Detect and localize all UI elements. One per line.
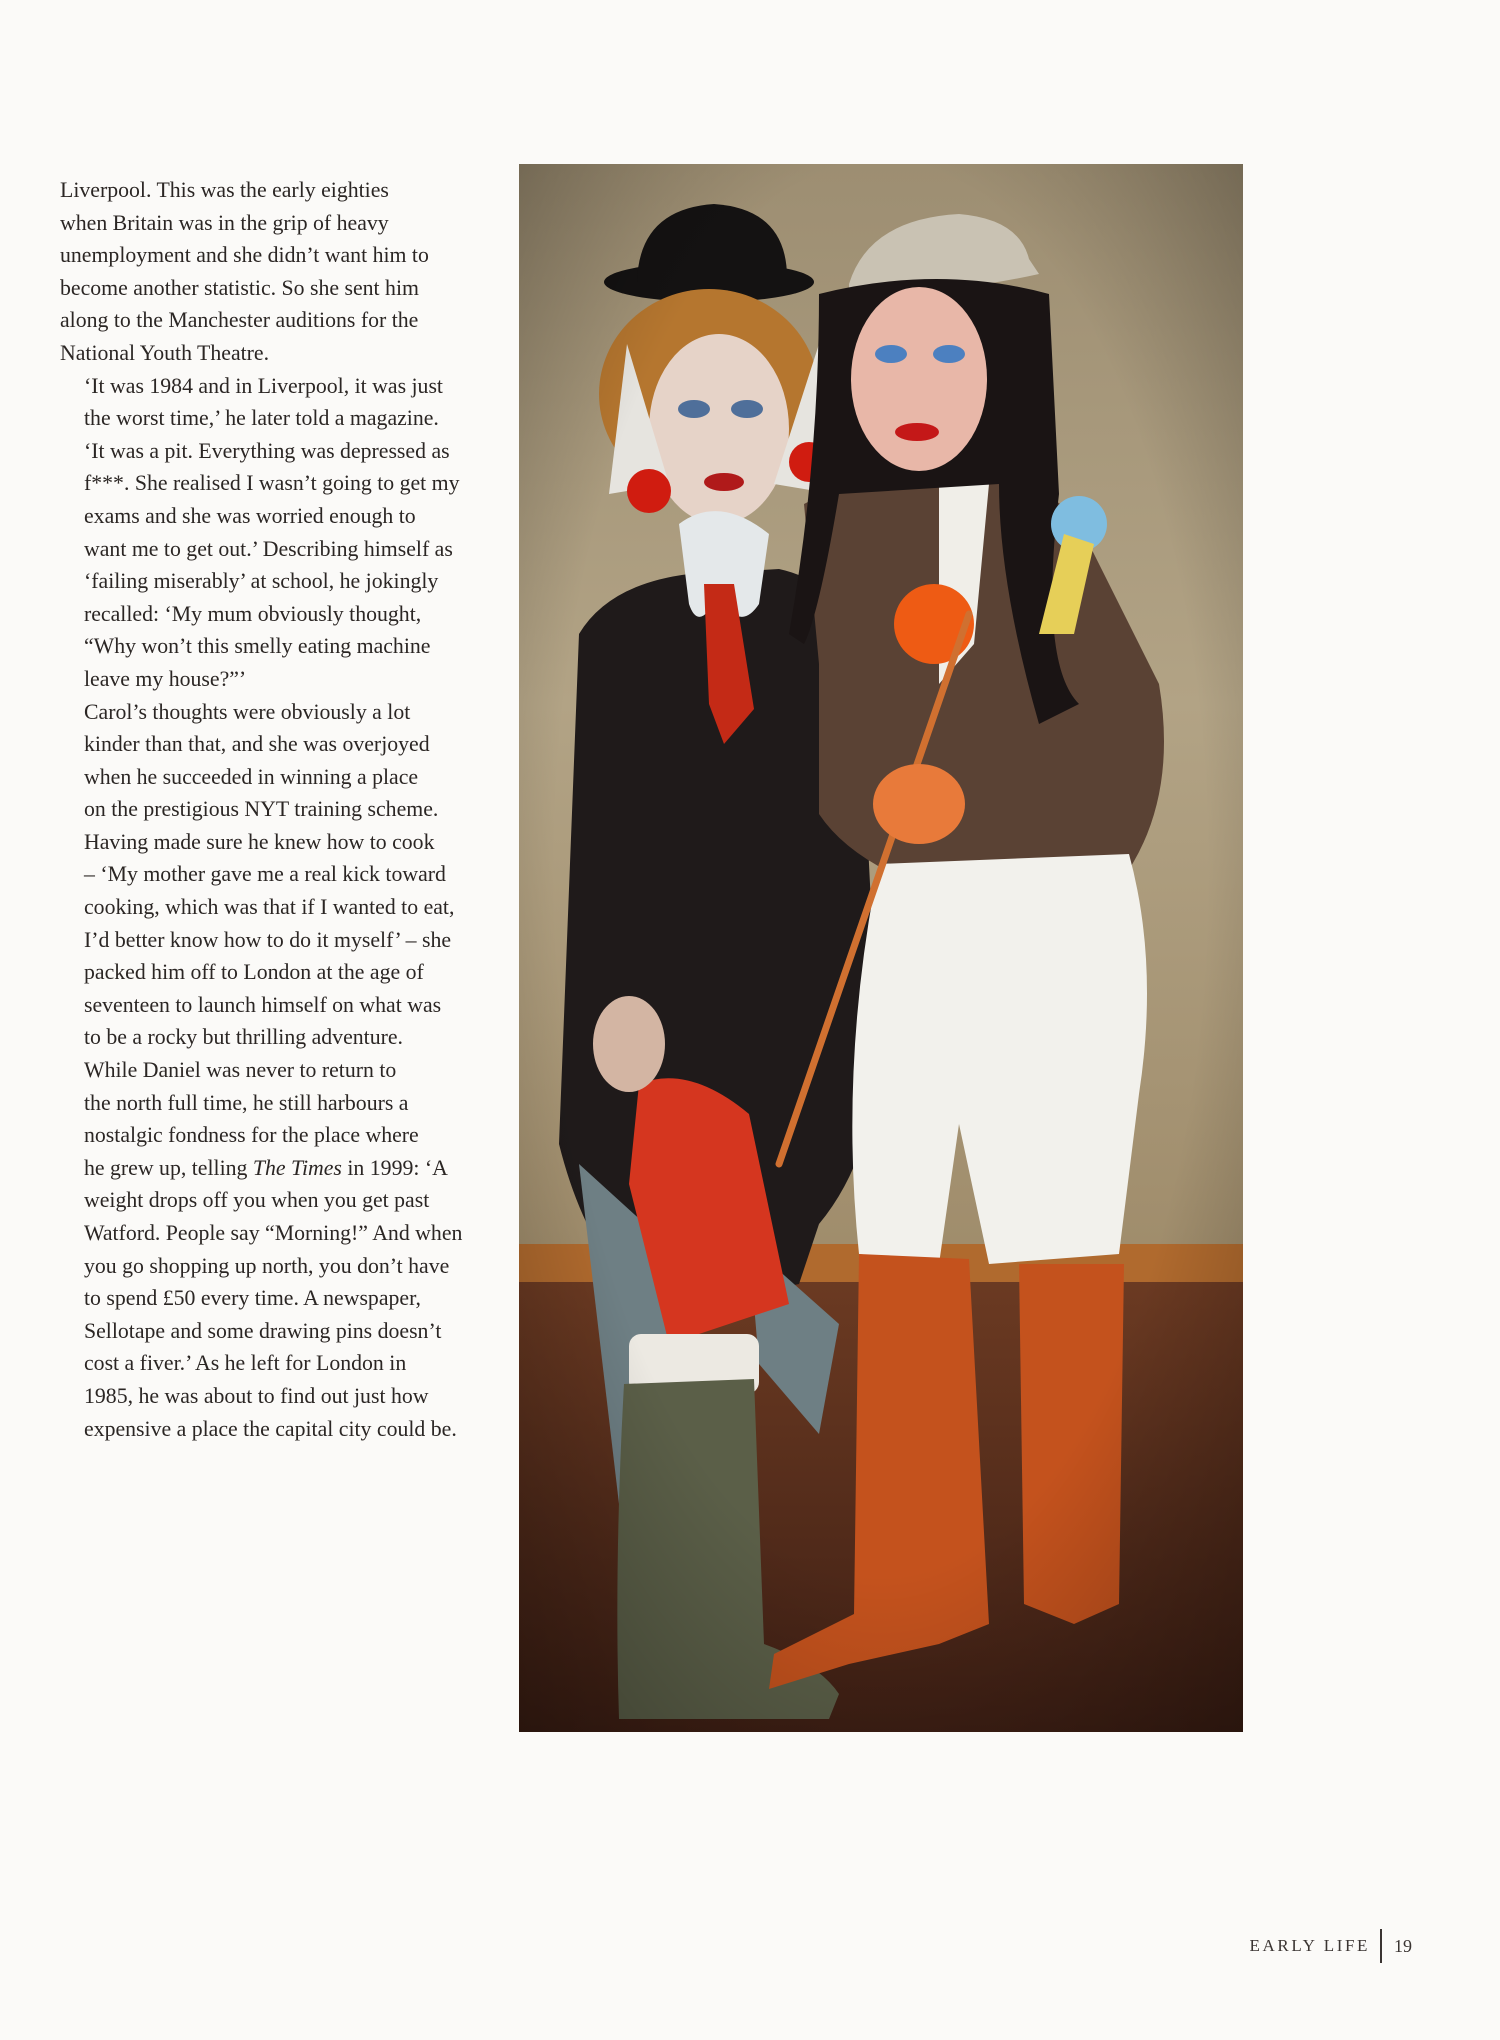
paragraph-2 — [60, 370, 502, 696]
text-line: Watford. People say “Morning!” And when — [84, 1221, 463, 1245]
text-line: unemployment and she didn’t want him to — [60, 243, 429, 268]
text-line: cost a fiver.’ As he left for London in — [84, 1351, 407, 1376]
photo-illustration — [519, 164, 1243, 1732]
page-number: 19 — [1394, 1935, 1412, 1956]
text-line-with-italic-title: he grew up, telling The Times in 1999: ‘A — [84, 1155, 448, 1180]
text-line: you go shopping up north, you don’t have — [84, 1253, 450, 1278]
text-line: become another statistic. So she sent him — [60, 275, 419, 300]
text-line: the worst time,’ he later told a magazine. — [84, 406, 439, 431]
text-line: “Why won’t this smelly eating machine — [84, 634, 431, 659]
text-line: to be a rocky but thrilling adventure. — [84, 1025, 403, 1050]
text-line: on the prestigious NYT training scheme. — [84, 797, 439, 822]
text-line: I’d better know how to do it myself’ – she — [84, 927, 452, 952]
text-line: along to the Manchester auditions for the — [60, 308, 419, 333]
text-line: weight drops off you when you get past — [84, 1188, 430, 1213]
paragraph-3 — [60, 696, 502, 1055]
text-line: Liverpool. This was the early eighties — [60, 178, 389, 202]
footer-divider — [1380, 1929, 1382, 1963]
text-line: nostalgic fondness for the place where — [84, 1123, 419, 1148]
running-footer-section: EARLY LIFE — [1249, 1936, 1370, 1955]
text-line: when he succeeded in winning a place — [84, 764, 419, 789]
text-line: ‘It was 1984 and in Liverpool, it was just — [84, 373, 443, 398]
text-line: Having made sure he knew how to cook — [84, 829, 435, 854]
costume-photograph — [519, 164, 1243, 1732]
paragraph-4 — [60, 1054, 502, 1445]
page-footer — [1250, 1928, 1412, 1964]
text-line: leave my house?”’ — [84, 666, 247, 691]
text-line: the north full time, he still harbours a — [84, 1090, 409, 1115]
text-line: Carol’s thoughts were obviously a lot — [84, 699, 411, 724]
text-line: exams and she was worried enough to — [84, 503, 416, 528]
text-line: While Daniel was never to return to — [84, 1058, 397, 1083]
text-line: seventeen to launch himself on what was — [84, 992, 442, 1017]
text-line: want me to get out.’ Describing himself as — [84, 536, 453, 561]
text-line: ‘failing miserably’ at school, he jokingly — [84, 569, 439, 594]
body-text-column — [60, 174, 502, 1445]
text-line: kinder than that, and she was overjoyed — [84, 732, 430, 757]
text-line: 1985, he was about to find out just how — [84, 1383, 429, 1408]
text-line: ‘It was a pit. Everything was depressed as — [84, 438, 450, 463]
text-line: cooking, which was that if I wanted to eat, — [84, 895, 455, 920]
text-line: expensive a place the capital city could be. — [84, 1416, 457, 1441]
text-line: Sellotape and some drawing pins doesn’t — [84, 1318, 442, 1343]
text-line: packed him off to London at the age of — [84, 960, 424, 985]
text-line: to spend £50 every time. A newspaper, — [84, 1286, 421, 1311]
text-line: f***. She realised I wasn’t going to get my — [84, 471, 460, 496]
paragraph-1 — [60, 174, 502, 370]
text-line: – ‘My mother gave me a real kick toward — [84, 862, 446, 887]
publication-title: The Times — [252, 1155, 342, 1180]
text-line: when Britain was in the grip of heavy — [60, 210, 389, 235]
text-line: recalled: ‘My mum obviously thought, — [84, 601, 422, 626]
text-line: National Youth Theatre. — [60, 340, 270, 365]
